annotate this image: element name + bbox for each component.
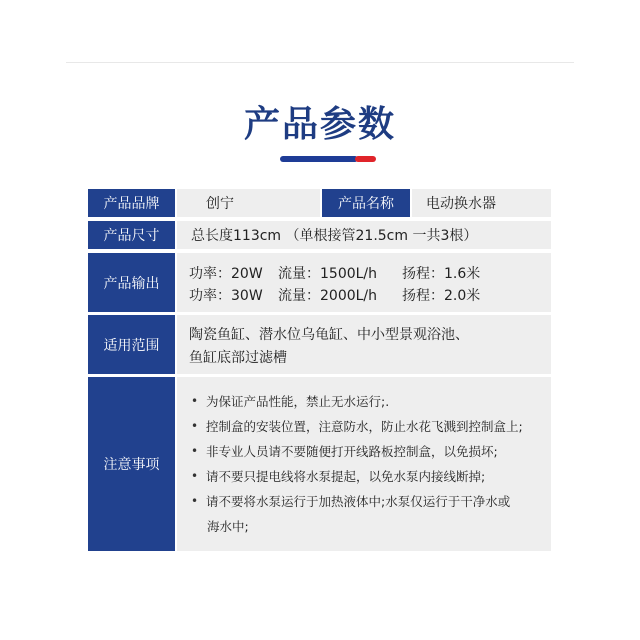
row-scope — [88, 315, 551, 374]
row-output — [88, 253, 551, 312]
note-item — [189, 414, 551, 439]
spec-power: 功率：20W — [189, 266, 263, 282]
title-underline-red — [355, 156, 376, 162]
spec-flow: 流量：2000L/h — [278, 288, 378, 304]
notes-value — [177, 377, 551, 551]
name-value: 电动换水器 — [412, 189, 551, 217]
size-label: 产品尺寸 — [88, 221, 175, 249]
output-value — [177, 253, 551, 312]
note-item — [189, 489, 551, 539]
size-value: 总长度113cm （单根接管21.5cm 一共3根） — [177, 221, 551, 249]
top-divider — [66, 62, 574, 63]
bullet-icon: • — [191, 394, 199, 408]
note-text: 为保证产品性能，禁止无水运行;. — [206, 394, 390, 409]
spec-power: 功率：30W — [189, 288, 263, 304]
note-item — [189, 439, 551, 464]
brand-value-cell — [177, 189, 320, 217]
bullet-icon: • — [191, 419, 199, 433]
spec-head: 扬程：1.6米 — [402, 266, 481, 282]
note-text: 控制盒的安装位置，注意防水，防止水花飞溅到控制盒上; — [206, 419, 523, 434]
note-item — [189, 389, 551, 414]
spec-flow: 流量：1500L/h — [278, 266, 378, 282]
note-text: 海水中; — [207, 519, 249, 534]
spec-head: 扬程：2.0米 — [402, 288, 481, 304]
bullet-icon: • — [191, 444, 199, 458]
bullet-icon: • — [191, 469, 199, 483]
bullet-icon: • — [191, 494, 199, 508]
name-label: 产品名称 — [322, 189, 410, 217]
row-brand-name — [88, 189, 551, 217]
brand-value: 创宁 — [206, 196, 234, 212]
note-text: 请不要只提电线将水泵提起，以免水泵内接线断掉; — [206, 469, 486, 484]
scope-line: 陶瓷鱼缸、潜水位乌龟缸、中小型景观浴池、 — [189, 326, 469, 343]
page-title: 产品参数 — [243, 104, 396, 145]
note-text: 非专业人员请不要随便打开线路板控制盒，以免损坏; — [206, 444, 498, 459]
output-spec-row — [189, 262, 551, 284]
brand-label: 产品品牌 — [88, 189, 175, 217]
output-spec-row — [189, 284, 551, 306]
notes-label: 注意事项 — [88, 377, 175, 551]
scope-value — [177, 315, 551, 374]
scope-label: 适用范围 — [88, 315, 175, 374]
note-text: 请不要将水泵运行于加热液体中;水泵仅运行于干净水或 — [206, 494, 511, 509]
scope-line: 鱼缸底部过滤槽 — [189, 349, 287, 366]
row-size — [88, 221, 551, 249]
note-item — [189, 464, 551, 489]
row-notes — [88, 377, 551, 551]
title-underline-blue — [280, 156, 358, 162]
output-label: 产品输出 — [88, 253, 175, 312]
